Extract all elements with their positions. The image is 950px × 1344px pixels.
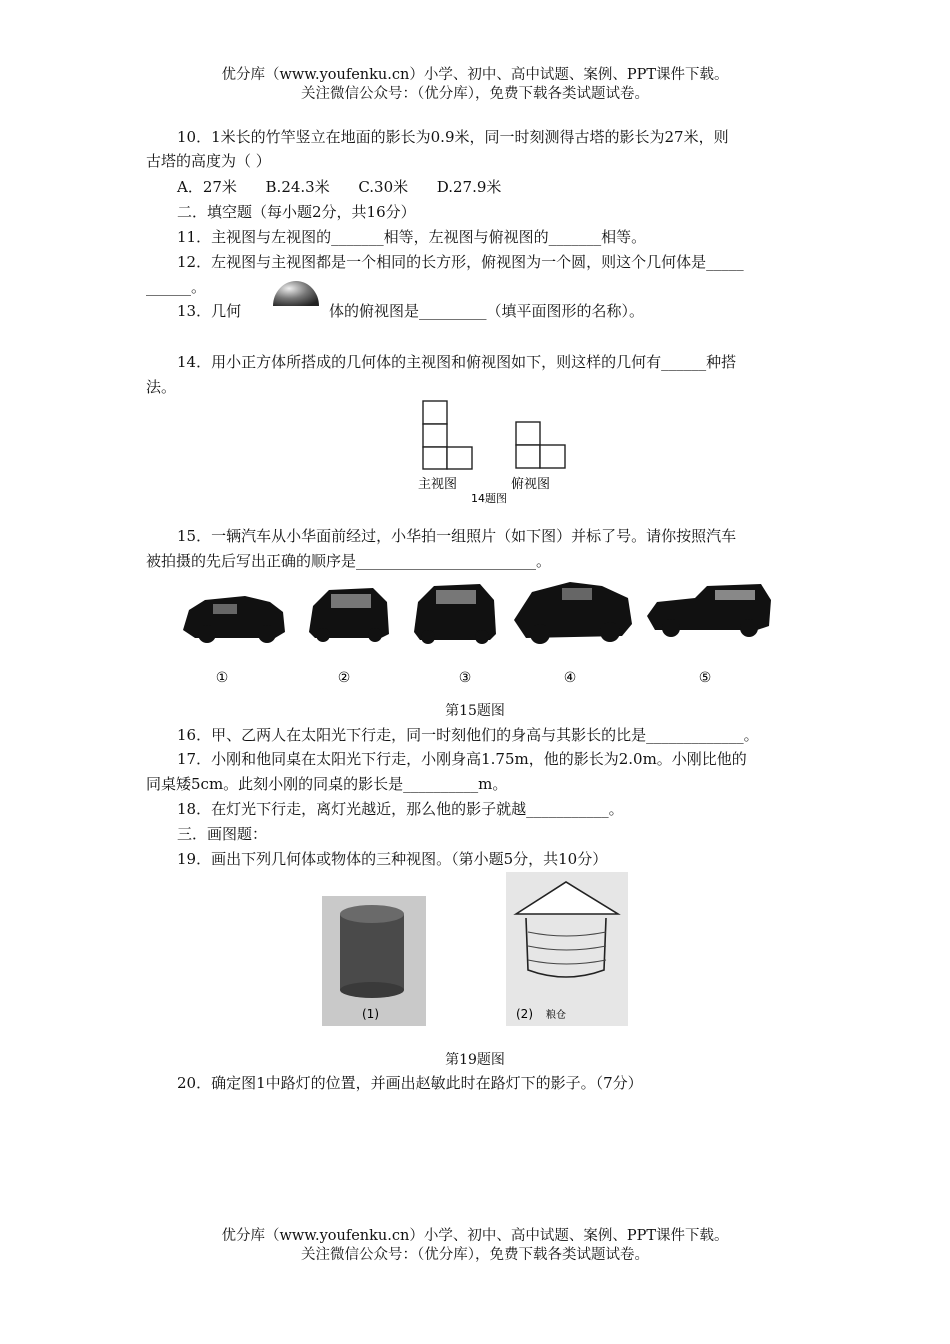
page-footer — [0, 1227, 950, 1265]
figure-19-label-1: (1) — [362, 1007, 379, 1021]
header-line-2: 关注微信公众号：（优分库），免费下载各类试题试卷。 — [301, 86, 649, 102]
q14-line-1: 14．用小正方体所搭成的几何体的主视图和俯视图如下，则这样的几何有______种搭 — [177, 353, 737, 371]
figure-19-caption: 第19题图 — [445, 1052, 505, 1068]
figure-14-caption: 14题图 — [471, 492, 507, 505]
top-view-label: 俯视图 — [511, 477, 551, 492]
q18: 18．在灯光下行走，离灯光越近，那么他的影子就越___________。 — [177, 800, 624, 818]
q16: 16．甲、乙两人在太阳光下行走，同一时刻他们的身高与其影长的比是_____________。 — [177, 726, 759, 744]
q19: 19．画出下列几何体或物体的三种视图。（第小题5分，共10分） — [177, 850, 608, 868]
top-square — [516, 422, 540, 445]
figure-14 — [410, 398, 580, 508]
front-view-squares — [423, 401, 472, 469]
q20: 20．确定图1中路灯的位置，并画出赵敏此时在路灯下的影子。（7分） — [177, 1074, 643, 1092]
granary-text: 粮仓 — [546, 1010, 566, 1021]
car-photo-2 — [309, 588, 389, 642]
header-line-1: 优分库（www.youfenku.cn）小学、初中、高中试题、案例、PPT课件下载。 — [221, 67, 729, 83]
photo-label-4: ④ — [563, 670, 577, 686]
car-photo-5 — [647, 584, 771, 637]
figure-15-caption: 第15题图 — [445, 703, 505, 719]
q10-options: A．27米 B.24.3米 C.30米 D.27.9米 — [177, 178, 502, 196]
front-square — [423, 424, 447, 447]
front-square — [447, 447, 472, 469]
q13-prefix: 13．几何 — [177, 302, 242, 320]
q10-line-1: 10．1米长的竹竿竖立在地面的影长为0.9米，同一时刻测得古塔的影长为27米，则 — [177, 128, 729, 146]
front-square — [423, 447, 447, 469]
figure-15-cars — [175, 572, 785, 692]
hemisphere-figure — [270, 274, 322, 310]
photo-label-1: ① — [215, 670, 229, 686]
figure-19-label-2: (2) — [516, 1007, 533, 1021]
cylinder-photo — [322, 896, 426, 1026]
top-view-squares — [516, 422, 565, 468]
car-photo-1 — [183, 596, 285, 643]
footer-line-1: 优分库（www.youfenku.cn）小学、初中、高中试题、案例、PPT课件下载。 — [221, 1228, 729, 1244]
photo-label-3: ③ — [458, 670, 472, 686]
q12-line-2: ______。 — [146, 278, 207, 296]
q11: 11．主视图与左视图的_______相等，左视图与俯视图的_______相等。 — [177, 228, 647, 246]
q14-line-2: 法。 — [146, 378, 177, 396]
car-photo-3 — [414, 584, 496, 644]
top-square — [540, 445, 565, 468]
page-header — [0, 66, 950, 104]
footer-line-2: 关注微信公众号：（优分库），免费下载各类试题试卷。 — [301, 1247, 649, 1263]
section-2-heading: 二．填空题（每小题2分，共16分） — [177, 203, 416, 221]
q15-line-1: 15．一辆汽车从小华面前经过，小华拍一组照片（如下图）并标了号。请你按照汽车 — [177, 527, 737, 545]
q17-line-2: 同桌矮5cm。此刻小刚的同桌的影长是__________m。 — [146, 775, 508, 793]
front-square — [423, 401, 447, 424]
q10-line-2: 古塔的高度为（ ） — [146, 152, 271, 170]
car-photo-4 — [514, 582, 632, 644]
q12-line-1: 12．左视图与主视图都是一个相同的长方形，俯视图为一个圆，则这个几何体是_____ — [177, 253, 744, 271]
q15-line-2: 被拍摄的先后写出正确的顺序是________________________。 — [146, 552, 552, 570]
figure-19 — [322, 872, 632, 1030]
top-square — [516, 445, 540, 468]
q17-line-1: 17．小刚和他同桌在太阳光下行走，小刚身高1.75m，他的影长为2.0m。小刚比他的 — [177, 750, 747, 768]
front-view-label: 主视图 — [418, 477, 458, 492]
photo-label-2: ② — [337, 670, 351, 686]
photo-label-5: ⑤ — [698, 670, 712, 686]
section-3-heading: 三．画图题： — [177, 825, 268, 843]
q13-suffix: 体的俯视图是_________（填平面图形的名称）。 — [329, 302, 645, 320]
granary-sketch — [506, 872, 628, 1026]
